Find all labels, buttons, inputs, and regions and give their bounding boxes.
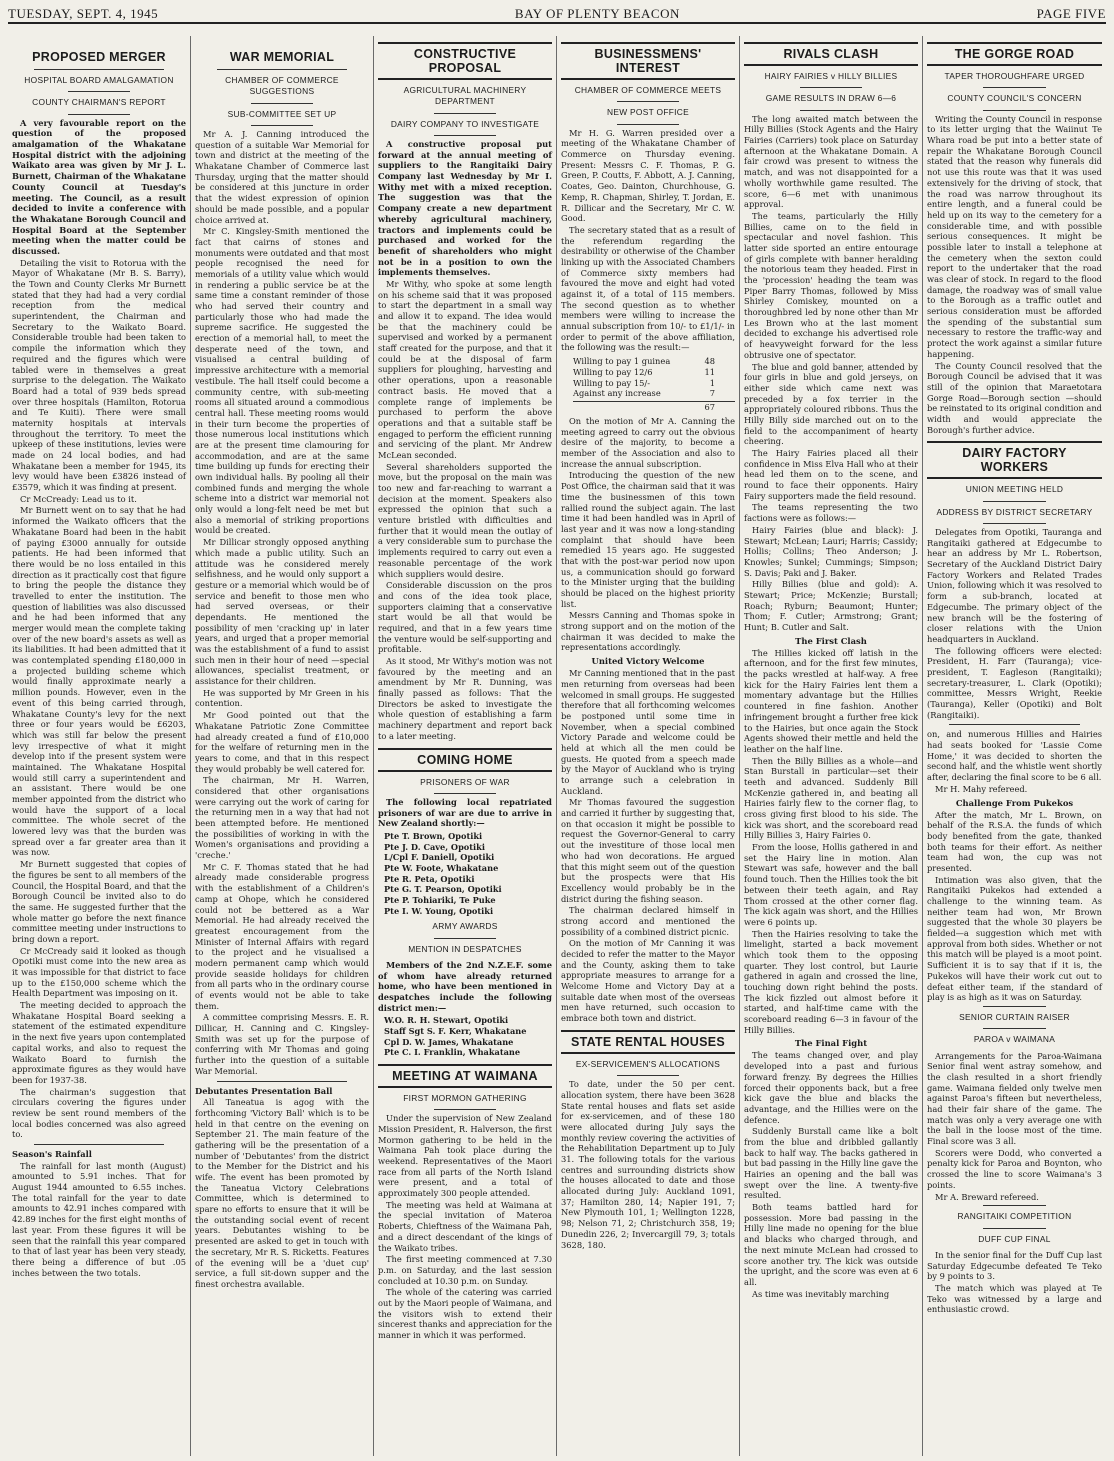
list-item: Pte R. Peta, Opotiki [384,873,475,884]
paragraph: On the motion of Mr Canning it was decided to refer the matter to the Mayor and the County, asking them to take appropriate measures to arrange for a Welcome Home and Victory Day at a suitable date when most of the overseas men have returned, such occasion to embrace both town and district. [561,938,735,1024]
paragraph: As it stood, Mr Withy's motion was not favoured by the meeting and an amendment by Mr R. Dunning, was finally passed as follows: That the Directors be asked to investigate the whole question of establishing a farm machinery department and report back to a later meeting. [378,656,552,741]
article-subhead: EX-SERVICEMEN'S ALLOCATIONS [575,1058,721,1069]
column-gorge-road [923,36,1106,1456]
divider [68,114,130,115]
column-constructive-proposal [374,36,557,1456]
vote-table [573,356,735,413]
divider [217,1081,347,1082]
paragraph: Mr Burnett went on to say that he had informed the Waikato officers that the Whakatane Board had been in the habit of paying £3000 annually for outside patients. He had been informed that there would be no loss entailed in this direction as it practically cost that figure to bring the people the distance they travelled to enter the institution. The question of liabilities was also discussed and he had been informed that any merger would mean the complete taking over of the new board's assets as well as its liabilities. It had been admitted that it was contemplated spending £180,000 in a projected building scheme which would finally approximate nearly a million pounds. However, even in the event of this being carried through, Whakatane County's levy for the next three or four years would be £6203, which was still far below the present levy irrespective of what it might develop into if the present system were maintained. The Whakatane Hospital would still carry a superintendent and an assistant. There would be one member appointed from the district who would have the support of a local committee. The whole secret of the lowered levy was that the burden was spread over a far greater area than it was now. [12,505,186,858]
article-lead: A constructive proposal put forward at the annual meeting of suppliers to the Rangitaiki Dairy Company last Wednesday by Mr I. Withy met with a mixed reception. The suggestion was that the Company create a new department whereby agricultural machinery, tractors and implements could be purchased and worked for the benefit of shareholders who might not be in a position to own the implements themselves. [378,139,552,278]
divider [949,724,1080,725]
paragraph: The County Council resolved that the Borough Council be advised that it was still of the opinion that Maraetotara Gorge Road—Borough section —should be reinstated to its original condition and width and would appreciate the Borough's further advice. [927,360,1102,435]
article-subhead: SENIOR CURTAIN RAISER [959,1011,1070,1022]
divider [983,1228,1046,1229]
divider [617,124,679,125]
paragraph: As time was inevitably marching [752,1288,890,1299]
paragraph: The chairman, Mr H. Warren, considered that other organisations were carrying out the work of caring for the returning men in a way that had not been attempted before. He mentioned the possibilities of working in with the Women's organisations and providing a 'creche.' [195,775,369,861]
pow-list [384,831,552,916]
article-subhead: ARMY AWARDS [432,921,498,932]
paragraph: Suddenly Burstall came like a bolt from the blue and dribbled gallantly back to half way. The backs gathered in but bad passing in the Hilly line gave the Hairies an opening and the ball was swept over the line. A twenty-five resulted. [744,1126,918,1201]
divider [983,110,1046,111]
article-title: BUSINESSMENS' INTEREST [561,42,735,80]
article-subhead: PRISONERS OF WAR [420,776,510,787]
divider [983,523,1046,524]
article-title: WAR MEMORIAL [229,50,335,64]
paragraph: He was supported by Mr Green in his contention. [195,687,369,709]
paragraph: All Taneatua is agog with the forthcoming 'Victory Ball' which is to be held in that centre on the evening on September 21. The main feature of the gathering will be the presentation of a number of 'Debutantes' from the district to the Member for the District and his wife. The event has been promoted by the Taneatua Victory Celebrations Committee, which is determined to spare no efforts to ensure that it will be the outstanding social event of recent years. Debutantes wishing to be presented are asked to get in touch with the secretary, Mr R. S. Ricketts. Features of the evening will be a 'duet cup' service, a full sit-down supper and the finest orchestra available. [195,1097,369,1289]
list-item: L/Cpl F. Daniell, Opotiki [384,852,495,863]
paragraph: To date, under the 50 per cent. allocation system, there have been 3628 State rental houses and flats set aside for ex-servicemen, and of these 180 were allocated during July says the monthly review covering the activities of the Rehabilitation Department up to July 31. The following totals for the various centres and surrounding districts show the houses allocated to date and those allocated during July: Auckland 1091, 37; Hamilton 280, 14; Napier 191, 7; New Plymouth 101, 1; Wellington 1228, 98; Nelson 71, 2; Christchurch 358, 19; Dunedin 226, 2; Invercargill 79, 3; totals 3628, 180. [561,1079,735,1250]
paragraph: on, and numerous Hillies and Hairies had seats booked for 'Lassie Come Home,' it was decided to shorten the second half, and the whistle went shortly after, declaring the final score to be 6 all. [927,729,1102,783]
paragraph: Cr McCready said it looked as though Opotiki must come into the new area as it was impossible for that district to face up to the £150,000 scheme which the Health Department was imposing on it. [12,945,186,999]
masthead [8,2,1106,24]
team-list: Hairy Fairies (blue and black): J. Stewart; McLean; Lauri; Harris; Cassidy; Hollis; Collins; Theo Anderson; J. Knowles; Sunkel; Cummings; Simpson; S. Davis; Paki and J. Baker. [744,524,918,578]
paragraph: Mr H. G. Warren presided over a meeting of the Whakatane Chamber of Commerce on Thursday evening. Present: Messrs C. F. Thomas, P. G. Green, P. Coutts, F. Abbott, A. J. Canning, Coates, Geo. Dainton, Churchhouse, G. Kemp, R. Chapman, Shirley, T. Jordan, E. R. Dillicar and the Secretary, Mr C. W. Good. [561,127,735,224]
issue-date: TUESDAY, SEPT. 4, 1945 [8,6,159,21]
paragraph: The match which was played at Te Teko was witnessed by a large and enthusiastic crowd. [927,1282,1102,1315]
section-heading: Challenge From Pukekos [955,797,1074,808]
article-subhead: COUNTY COUNCIL'S CONCERN [947,93,1082,104]
paragraph: Mr H. Mahy refereed. [935,783,1028,794]
divider [983,1006,1046,1007]
article-subhead: GAME RESULTS IN DRAW 6—6 [765,93,897,104]
divider [34,69,164,70]
article-lead: Members of the 2nd N.Z.E.F. some of whom have already returned home, who have been mentioned in despatches include the following district men:— [378,959,552,1013]
paragraph: The whole of the catering was carried out by the Maori people of Waimana, and the visitors wish to extend their sincerest thanks and appreciation for the manner in which it was performed. [378,1287,552,1341]
paragraph: Delegates from Opotiki, Tauranga and Rangitaiki gathered at Edgecumbe to hear an address by Mr L. Robertson, Secretary of the Auckland District Dairy Factory Workers and Related Trades Union, following which it was resolved to form a sub-branch, located at Edgecumbe. The primary object of the new branch will be the fostering of closer relations with the Union headquarters in Auckland. [927,527,1102,644]
mention-list [384,1015,552,1058]
article-title: THE GORGE ROAD [927,42,1102,66]
list-item: Cpl D. W. James, Whakatane [384,1036,514,1047]
divider [251,125,313,126]
paragraph: Considerable discussion on the pros and cons of the idea took place, supporters claiming that a conservative start would be all that would be required, and that in a few years time the venture would be self-supporting and profitable. [378,580,552,655]
divider [983,1205,1046,1206]
paragraph: Mr Burnett suggested that copies of the figures be sent to all members of the Council, the Hospital Board, and that the Borough Council be invited also to do the same. He suggested further that the whole matter go before the next finance committee meeting under instructions to bring down a report. [12,859,186,944]
list-item: Pte P. Tohiariki, Te Puke [384,894,496,905]
divider [800,110,862,111]
paragraph: Under the supervision of New Zealand Mission President, R. Halverson, the first Mormon gathering to be held in the Waimana Pah took place during the weekend. Representatives of the Maori race from all parts of the North Island were present, and a total of approximately 300 people attended. [378,1113,552,1199]
table-row: Willing to pay 12/6 11 [573,366,715,377]
section-heading: Debutantes Presentation Ball [195,1085,333,1096]
paragraph: Then the Hairies resolving to take the limelight, started a back movement which took them to the opposing quarter. They lost control, but Laurie gathered in again and crossed the line, touching down right behind the posts. The kick fizzled out almost before it started, and half-time came with the scoreboard reading 6—3 in favour of the Hilly Billies. [744,928,918,1035]
article-subhead: PAROA v WAIMANA [973,1034,1056,1045]
paragraph: The Hillies kicked off latish in the afternoon, and for the first few minutes, the packs wrestled at half-way. A free kick for the Hairy Fairies lent them a momentary advantage but the Hillies countered in fine fashion. Another infringement brought a further free kick to the Hairies, but once again the Stock Agents showed their mettle and held the leather on the half line. [744,647,918,754]
paragraph: Intimation was also given, that the Rangitaiki Pukekos had extended a challenge to the winning team. As neither team had won, Mr Brown suggested that the whole 30 players be fielded—a suggestion which met with approval from both sides. Whether or not this match will be played is a moot point. Sufficient it is to say that if it is, the Pukekos will have their work cut out to defeat either team, if the standard of play is as high as it was on Saturday. [927,874,1102,1003]
divider [617,1075,679,1076]
divider [434,113,496,114]
paragraph: Writing the County Council in response to its letter urging that the Waiinut Te Whara road be put into a better state of repair the Whakatane Borough Council stated that the reason why funerals did not use this route was that it was used extensively for the driving of stock, that the road was narrow throughout its entire length, and a funeral could be held up on its way to the cemetery for a considerable time, and with possible serious consequences. It might be possible later to install a telephone at the cemetery when the sexton could report to the undertaker that the road was clear of stock. In regard to the flood damage, the roadway was of small value to the Borough as a traffic outlet and serious consideration must be afforded the spending of the substantial sum necessary to restore the traffic-way and protect the work against a similar future happening. [927,113,1102,359]
column-proposed-merger [8,36,191,1456]
team-list: Hilly Billies (blue and gold): A. Stewart; Price; McKenzie; Burstall; Roach; Ryburn; Beaumont; Hunter; Thom; F. Cutler; Armstrong; Grant; Hunt; B. Cutler and Salt. [744,579,918,632]
article-subhead: MENTION IN DESPATCHES [408,943,522,954]
list-item: Staff Sgt S. F. Kerr, Whakatane [384,1025,527,1036]
article-title: PROPOSED MERGER [32,50,166,64]
divider [34,1144,164,1145]
paragraph: Scorers were Dodd, who converted a penalty kick for Paroa and Boynton, who crossed the line to score Waimana's 3 points. [927,1147,1102,1190]
column-rivals-clash [740,36,923,1456]
list-item: Pte W. Foote, Whakatane [384,862,499,873]
table-row: Willing to pay 1 guinea 48 [573,356,715,367]
paragraph: The secretary stated that as a result of the referendum regarding the desirability or otherwise of the Chamber linking up with the Associated Chambers of Commerce sixty members had favoured the move and eight had voted against it, of a total of 115 members. The second question as to whether members were willing to increase the annual subscription from 10/- to £1/1/- in order to permit of the above affiliation, the following was the result:— [561,224,735,353]
article-subhead: DUFF CUP FINAL [978,1233,1051,1244]
column-war-memorial [191,36,374,1456]
paragraph: Mr Dillicar strongly opposed anything which made a public utility. Such an attitude was he considered merely selfishness, and he would only support a gesture or a memorial which would be of service and benefit to those men who had served overseas, or their dependants. He mentioned the possibility of men 'cracking up' in later years, and urged that a proper memorial was the establishment of a fund to assist such men in their hour of need —special allowances, specialist treatment, or assistance for their children. [195,537,369,687]
paragraph: The long awaited match between the Hilly Billies (Stock Agents and the Hairy Fairies (Carriers) took place on Saturday afternoon at the Whakatane Domain. A fair crowd was present to witness the match, and was not disappointed for a wholly worthwhile game resulted. The score, 6—6 met with unanimous approval. [744,113,918,210]
paragraph: The teams, particularly the Hilly Billies, came on to the field in spectacular and novel fashion. This latter side sported an entire entourage of girls complete with banner heralding the notorious team they headed. First in the 'procession' heading the team was Piper Barry Thomas, followed by Miss Shirley Comiskey, mounted on a thoroughbred led by none other than Mr Les Brown who at the last moment decided to exchange his advertised role of heavyweight forward for the less obtrusive one of spectator. [744,210,918,360]
paragraph: Then the Billy Billies as a whole—and Stan Burstall in particular—set their teeth and advanced. Suddenly Bill McKenzie gathered in, and beating all Hairies fairly flew to the corner flag, to cross giving first blood to his side. The kick was short, and the scoreboard read Hilly Billies 3, Hairy Fairies 0. [744,755,918,841]
article-subhead: ADDRESS BY DISTRICT SECRETARY [936,506,1093,517]
paragraph: Mr A. Breward refereed. [935,1191,1039,1202]
newspaper-name: BAY OF PLENTY BEACON [514,6,680,21]
paragraph: Several shareholders supported the move, but the proposal on the main was too new and far-reaching to warrant a decision at the moment. Speakers also expressed the opinion that such a venture bristled with difficulties and further that it would mean the outlay of a very considerable sum to purchase the implements required to carry out even a reasonable percentage of the work which suppliers would desire. [378,461,552,579]
article-title: RIVALS CLASH [744,42,918,66]
paragraph: Detailing the visit to Rotorua with the Mayor of Whakatane (Mr B. S. Barry), the Town and County Clerks Mr Burnett stated that they had had a very cordial reception from the medical superintendent, the Chairman and Secretary to the Waikato Board. Considerable trouble had been taken to compile the information which they required and the figures which were tabled were in themselves a great surprise to the delegation. The Waikato Board had a total of 939 beds spread over three hospitals (Hamilton, Rotorua and Te Kuiti). There were small maternity hospitals at intervals throughout the territory. To meet the upkeep of these institutions, levies were made on 24 local bodies, and had Whakatane been a member for 1945, its levy would have been £3826 instead of £3579, which it was finding at present. [12,257,186,493]
divider [251,103,313,104]
article-title: STATE RENTAL HOUSES [561,1030,735,1054]
paragraph: The following officers were elected: President, H. Farr (Tauranga); vice-president, T. Eagleson (Rangitaiki); secretary-treasurer, L. Clark (Opotiki); committee, Messrs Wright, Reekie (Tauranga), Keller (Opotiki) and Bolt (Rangitaiki). [927,645,1102,720]
paragraph: The meeting was held at Waimana at the special invitation of Materoa Roberts, Chieftness of the Waimana Pah, and a direct descendant of the kings of the Waikato tribes. [378,1199,552,1253]
divider [434,135,496,136]
article-subhead: TAPER THOROUGHFARE URGED [944,71,1085,81]
column-businessmens-interest [557,36,740,1456]
article-subhead: HOSPITAL BOARD AMALGAMATION [24,75,174,85]
paragraph: From the loose, Hollis gathered in and set the Hairy line in motion. Alan Stewart was safe, however and the ball found touch. Then the Hillies took the bit between their teeth again, and Ray Thom crossed at the other corner flag. The kick again was short, and the Hillies were 6 points up. [744,842,918,927]
divider [434,1109,496,1110]
article-subhead: FIRST MORMON GATHERING [403,1092,527,1103]
article-subhead: SUB-COMMITTEE SET UP [227,108,337,119]
article-title: DAIRY FACTORY WORKERS [927,441,1102,479]
article-subhead: COUNTY CHAIRMAN'S REPORT [32,97,166,108]
paragraph: Mr C. F. Thomas stated that he had already made considerable progress with the establishment of a Children's camp at Ohope, which he considered could not be bettered as a War Memorial. He had already received the greatest encouragement from the Minister of Internal Affairs with regard to the project and he visualised a modern permanent camp which would provide seaside holidays for children from all parts who in the ordinary course of events would not be able to take them. [195,861,369,1011]
paragraph: Mr C. Kingsley-Smith mentioned the fact that cairns of stones and monuments were outdated and that most people recognised the need for memorials of a utility value which would in rendering a public service be at the same time a constant reminder of those who had served their country and particularly those who had made the supreme sacrifice. He suggested the erection of a memorial hall, to meet the desperate need of the town, and visualised a central building of impressive architecture with a memorial vestibule. The hall itself could become a community centre, with sub-meeting rooms all situated around a commodious central hall. These meeting rooms would in their turn become the properties of those numerous local institutions which are at the present time clamouring for accommodation, and are at the same time building up funds for erecting their own individual halls. By pooling all their combined funds and merging the whole scheme into a district war memorial not only would a long-felt need be met but also a memorial of striking proportions would be created. [195,226,369,536]
section-heading: The First Clash [795,635,867,646]
paragraph: Cr McCready: Lead us to it. [20,493,137,504]
divider [983,87,1046,88]
list-item: Pte G. T. Pearson, Opotiki [384,884,502,895]
list-item: Pte C. I. Franklin, Whakatane [384,1047,521,1058]
article-title: COMING HOME [378,748,552,772]
table-row: Against any increase 7 [573,388,715,399]
article-subhead: RANGITAIKI COMPETITION [957,1211,1072,1222]
list-item: Pte T. Brown, Opotiki [384,830,483,841]
divider [983,501,1046,502]
divider [983,1028,1046,1029]
paragraph: Messrs Canning and Thomas spoke in strong support and on the motion of the chairman it was decided to make the representations accordingly. [561,610,735,653]
section-heading: The Final Fight [794,1038,868,1049]
page-number: PAGE FIVE [1036,6,1106,21]
article-lead: A very favourable report on the question of the proposed amalgamation of the Whakatane Hospital district with the adjoining Waikato area was given by Mr J. L. Burnett, Chairman of the Whakatane County Council at Tuesday's meeting. The Council, as a result decided to invite a conference with the Whakatane Borough Council and Hospital Board at the September meeting when the matter could be discussed. [12,117,186,256]
page-columns [8,36,1106,1456]
list-item: Pte I. W. Young, Opotiki [384,905,494,916]
list-item: Pte J. D. Cave, Opotiki [384,841,485,852]
section-heading: Season's Rainfall [12,1149,92,1159]
paragraph: Mr Good pointed out that the Whakatane Patriotic Zone Committee had already created a fund of £10,000 for the welfare of returning men in the years to come, and that in this respect they would probably be well catered for. [195,710,369,774]
table-row: Willing to pay 15/- 1 [573,377,715,388]
paragraph: After the match, Mr L. Brown, on behalf of the R.S.A. the funds of which body benefited from the gate, thanked both teams for their effort. As neither team had won, the cup was not presented. [927,809,1102,873]
article-lead: The following local repatriated prisoners of war are due to arrive in New Zealand shortly:— [378,796,552,829]
paragraph: A committee comprising Messrs. E. R. Dillicar, H. Canning and C. Kingsley-Smith was set up for the purpose of conferring with Mr Thomas and going further into the question of a suitable War Memorial. [195,1012,369,1076]
paragraph: Mr Withy, who spoke at some length on his scheme said that it was proposed to start the department in a small way and allow it to expand. The idea would be that the machinery could be supervised and worked by a permanent staff created for the purpose, and that it could be at the disposal of farm suppliers for ploughing, harvesting and other operations, upon a reasonable contract basis. He moved that a complete range of implements be purchased to perform the above operations and that a suitable staff be engaged to perform the efficient running and servicing of the plant. Mr Andrew McLean seconded. [378,278,552,460]
paragraph: The meeting decided to approach the Whakatane Hospital Board seeking a statement of the estimated expenditure in the next five years upon contemplated capital works, and also to request the Waikato Board to furnish the approximate figures as they would have been for 1937-38. [12,1000,186,1085]
table-total: 67 [573,401,735,413]
section-heading: United Victory Welcome [591,656,705,667]
paragraph: Mr Canning mentioned that in the past men returning from overseas had been welcomed in small groups. He suggested therefore that all forthcoming welcomes be postponed until some time in November, when a special combined Victory Parade and welcome could be held at which all the men could be guests. He quoted from a speech made by the Mayor of Auckland who is trying to arrange such a celebration in Auckland. [561,668,735,796]
article-subhead: NEW POST OFFICE [606,107,690,118]
divider [68,91,130,92]
paragraph: Both teams battled hard for possession. More bad passing in the Hilly line made no opening for the blue and blacks who charged through, and the next minute McLean had crossed to score another try. The kick was outside the upright, and the score was even at 6 all. [744,1202,918,1287]
paragraph: Arrangements for the Paroa-Waimana Senior final went astray somehow, and the clash resulted in a short friendly game. Waimana fielded only twelve men against Paroa's fifteen but nevertheless, had their fair share of the game. The match was only a very average one with the ball in the loose most of the time. Final score was 3 all. [927,1050,1102,1147]
paragraph: The rainfall for last month (August) amounted to 5.91 inches. That for August 1944 amounted to 6.55 inches. The total rainfall for the year to date amounts to 42.91 inches compared with 42.89 inches for the first eight months of last year. From these figures it will be seen that the rainfall this year compared to that of last year has been very steady, there being a difference of but .05 inches between the two totals. [12,1160,186,1278]
article-title: CONSTRUCTIVE PROPOSAL [378,42,552,80]
article-subhead: DAIRY COMPANY TO INVESTIGATE [390,118,540,129]
divider [217,69,347,70]
list-item: W.O. R. H. Stewart, Opotiki [384,1015,509,1026]
paragraph: The blue and gold banner, attended by four girls in blue and gold jerseys, on either side which came next was preceded by a fox terrier in the appropriately coloured ribbons. Thus the Hilly Billy side marched out on to the field to the accompaniment of hearty cheering. [744,361,918,447]
paragraph: Mr Thomas favoured the suggestion and carried it further by suggesting that, on that occasion it might be possible to request the Governor-General to carry out the investiture of those local men who had won decorations. He argued that this might seem out of the question but the prospects were that His Excellency would probably be in the district during the fishing season. [561,797,735,904]
paragraph: The Hairy Fairies placed all their confidence in Miss Elva Hall who at their head led them on to the scene, and round to face their opponents. Hairy Fairy supporters made the field resound. [744,448,918,501]
paragraph: The teams changed over, and play developed into a past and furious forward frenzy. By degrees the Hillies forced their opponents back, but a free kick gave the blue and blacks the advantage, and the Hillies were on the defence. [744,1050,918,1125]
paragraph: The chairman declared himself in strong accord and mentioned the possibility of a combined district picnic. [561,905,735,937]
divider [617,101,679,102]
divider [434,793,496,794]
paragraph: Introducing the question of the new Post Office, the chairman said that it was time the businessmen of this town rallied round the subject again. The last time it had been handled was in April of last year and it was now a long-standing complaint that should have been remedied 15 years ago. He suggested that with the post-war period now upon us, a communication should go forward to the Minister urging that the building should be placed on the highest priority list. [561,470,735,609]
article-subhead: AGRICULTURAL MACHINERY DEPARTMENT [403,85,527,107]
article-subhead: HAIRY FAIRIES v HILLY BILLIES [764,71,898,81]
divider [434,938,496,939]
article-subhead: UNION MEETING HELD [965,484,1064,495]
paragraph: The first meeting commenced at 7.30 p.m. on Saturday, and the last session concluded at 10.30 p.m. on Sunday. [378,1254,552,1286]
article-subhead: CHAMBER OF COMMERCE SUGGESTIONS [225,75,339,97]
paragraph: Mr A. J. Canning introduced the question of a suitable War Memorial for town and district at the meeting of the Whakatane Chamber of Commerce last Thursday, urging that the matter should be considered at this juncture in order that the widest expression of opinion should be made possible, and a popular choice arrived at. [195,129,369,225]
article-subhead: CHAMBER OF COMMERCE MEETS [574,85,722,95]
paragraph: In the senior final for the Duff Cup last Saturday Edgecumbe defeated Te Teko by 9 points to 3. [927,1249,1102,1282]
divider [800,87,862,88]
paragraph: The teams representing the two factions were as follows:— [744,502,918,524]
paragraph: On the motion of Mr A. Canning the meeting agreed to carry out the obvious desire of the majority, to become a member of the Association and also to increase the annual subscription. [561,416,735,469]
paragraph: The chairman's suggestion that circulars covering the figures under review be sent round members of the local bodies concerned was also agreed to. [12,1086,186,1140]
article-title: MEETING AT WAIMANA [378,1064,552,1088]
